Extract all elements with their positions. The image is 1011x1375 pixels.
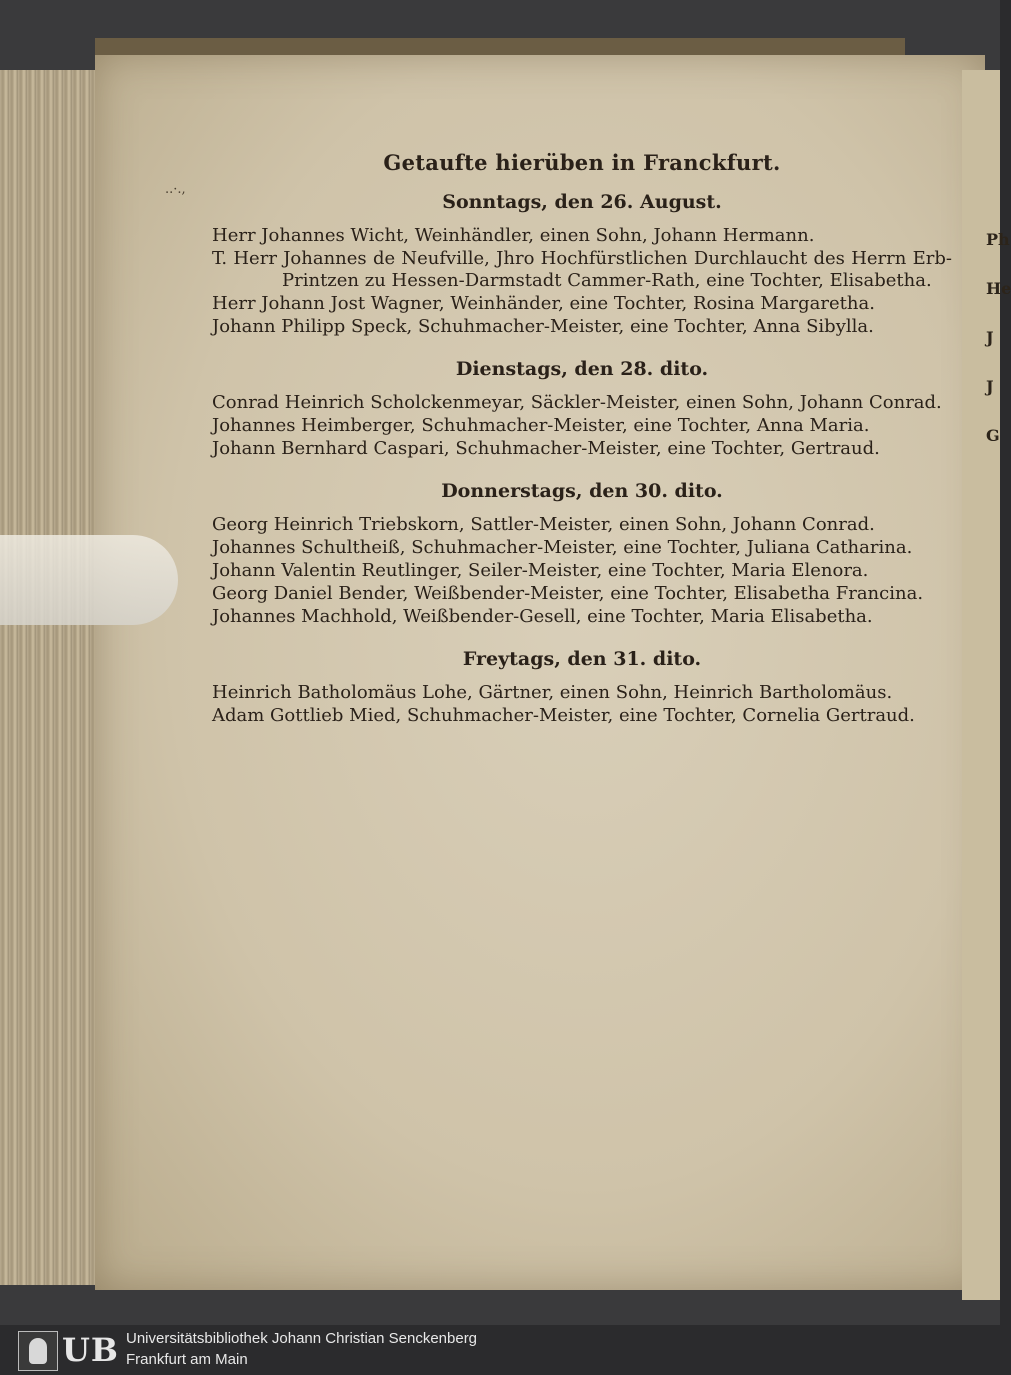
baptism-entry: Johann Bernhard Caspari, Schuhmacher-Meister, eine Tochter, Gertraud. xyxy=(212,438,880,459)
day-heading: Freytags, den 31. dito. xyxy=(462,648,702,670)
baptism-entry: Herr Johannes Wicht, Weinhändler, einen Sohn, Johann Hermann. xyxy=(212,225,815,246)
margin-mark: ..·., xyxy=(165,182,186,197)
page-title: Getaufte hierüben in Franckfurt. xyxy=(383,150,781,175)
library-city: Frankfurt am Main xyxy=(126,1351,248,1368)
facing-page-letter: J xyxy=(986,377,994,396)
day-heading: Dienstags, den 28. dito. xyxy=(455,358,709,380)
baptism-entry: Johannes Heimberger, Schuhmacher-Meister, eine Tochter, Anna Maria. xyxy=(212,415,870,436)
baptism-entry: Adam Gottlieb Mied, Schuhmacher-Meister, eine Tochter, Cornelia Gertraud. xyxy=(212,705,915,726)
baptism-entry: Georg Heinrich Triebskorn, Sattler-Meister, einen Sohn, Johann Conrad. xyxy=(212,514,875,535)
baptism-entry: Herr Johann Jost Wagner, Weinhänder, eine Tochter, Rosina Margaretha. xyxy=(212,293,875,314)
baptism-entry: T. Herr Johannes de Neufville, Jhro Hochfürstlichen Durchlaucht des Herrn Erb-Printzen zu Hessen-Darmstadt Cammer-Rath, eine Tochter, Elisabetha. xyxy=(212,248,952,291)
baptism-entry: Conrad Heinrich Scholckenmeyar, Säckler-Meister, einen Sohn, Johann Conrad. xyxy=(212,392,942,413)
page-stack-edges xyxy=(0,70,102,1285)
page-marker-slip xyxy=(0,535,178,625)
entry-list xyxy=(212,682,952,727)
entry-list xyxy=(212,225,952,338)
day-heading: Sonntags, den 26. August. xyxy=(442,191,722,213)
library-footer xyxy=(0,1325,1000,1375)
baptism-entry: Heinrich Batholomäus Lohe, Gärtner, einen Sohn, Heinrich Bartholomäus. xyxy=(212,682,893,703)
library-logo-text: UB xyxy=(62,1331,119,1369)
facing-page-letter: Ph xyxy=(986,230,1010,249)
facing-page-letter: J xyxy=(986,328,994,347)
page-text xyxy=(212,150,952,747)
facing-page-letter: G xyxy=(986,426,1000,445)
portrait-icon xyxy=(29,1338,47,1364)
baptism-entry: Johann Philipp Speck, Schuhmacher-Meister, eine Tochter, Anna Sibylla. xyxy=(212,316,874,337)
library-logo-icon xyxy=(18,1331,58,1371)
baptism-sections xyxy=(212,191,952,727)
baptism-entry: Johann Valentin Reutlinger, Seiler-Meister, eine Tochter, Maria Elenora. xyxy=(212,560,869,581)
facing-page-letter: He xyxy=(986,279,1011,298)
day-heading: Donnerstags, den 30. dito. xyxy=(441,480,723,502)
baptism-entry: Johannes Machhold, Weißbender-Gesell, eine Tochter, Maria Elisabetha. xyxy=(212,606,873,627)
baptism-entry: Georg Daniel Bender, Weißbender-Meister, eine Tochter, Elisabetha Francina. xyxy=(212,583,924,604)
entry-list xyxy=(212,392,952,460)
baptism-entry: Johannes Schultheiß, Schuhmacher-Meister, eine Tochter, Juliana Catharina. xyxy=(212,537,913,558)
facing-page-letters xyxy=(986,230,1011,475)
entry-list xyxy=(212,514,952,628)
library-name: Universitätsbibliothek Johann Christian Senckenberg xyxy=(126,1330,478,1347)
